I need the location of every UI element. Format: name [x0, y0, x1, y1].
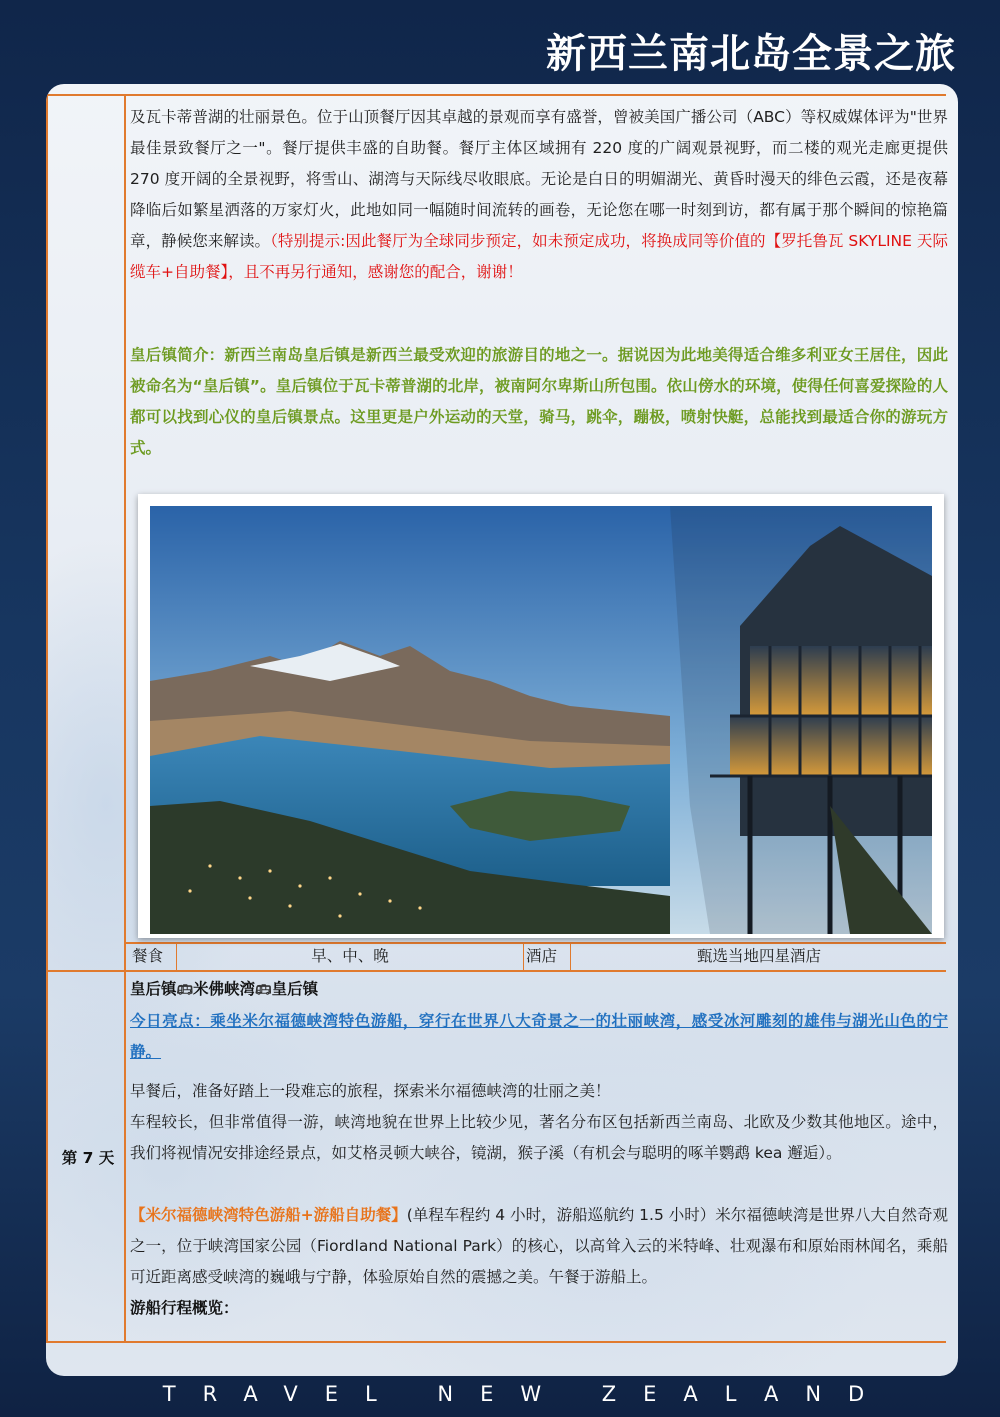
day-number: 第 7 天 — [61, 1149, 115, 1167]
restaurant-description: 及瓦卡蒂普湖的壮丽景色。位于山顶餐厅因其卓越的景观而享有盛誉，曾被美国广播公司（ABC）等权威媒体评为"世界最佳景致餐厅之一"。餐厅提供丰盛的自助餐。餐厅主体区域拥有 220 度的广阔观景视野，而二楼的观光走廊更提供 270 度开阔的全景视野，将雪山、湖湾与天际线尽收眼底。无论是白日的明媚湖光、黄昏时漫天的绯色云霞，还是夜幕降临后如繁星洒落的万家灯火，此地如同一幅随时间流转的画卷，无论您在哪一时刻到访，都有属于那个瞬间的惊艳篇章，静候您来解读。（特别提示:因此餐厅为全球同步预定，如未预定成功，将换成同等价值的【罗托鲁瓦 SKYLINE 天际缆车+自助餐】，且不再另行通知，感谢您的配合，谢谢！ — [130, 108, 948, 281]
day-highlight: 今日亮点：乘坐米尔福德峡湾特色游船，穿行在世界八大奇景之一的壮丽峡湾，感受冰河雕刻的雄伟与湖光山色的宁静。 — [130, 1012, 948, 1061]
bus-icon: 🚌︎ — [176, 983, 194, 998]
route-middle: 米佛峡湾 — [193, 980, 256, 998]
itinerary-card — [46, 84, 958, 1376]
cruise-description: 【米尔福德峡湾特色游船+游船自助餐】(单程车程约 4 小时，游船巡航约 1.5 小时）米尔福德峡湾是世界八大自然奇观之一，位于峡湾国家公园（Fiordland National Park）的核心，以高耸入云的米特峰、壮观瀑布和原始雨林闻名，乘船可近距离感受峡湾的巍峨与宁静，体验原始自然的震撼之美。午餐于游船上。 — [130, 1206, 948, 1286]
meal-label: 餐食 — [132, 947, 164, 965]
hotel-value: 甄选当地四星酒店 — [696, 947, 821, 965]
footer-slogan: TRAVEL NEW ZEALAND — [162, 1382, 892, 1406]
day7-paragraph-1: 早餐后，准备好踏上一段难忘的旅程，探索米尔福德峡湾的壮丽之美！ — [130, 1082, 611, 1100]
skyline-restaurant-photo — [138, 494, 944, 938]
day-row-separator — [48, 970, 946, 972]
route-line — [130, 974, 948, 1006]
cruise-title: 【米尔福德峡湾特色游船+游船自助餐】 — [130, 1206, 407, 1224]
day7-paragraph-2: 车程较长，但非常值得一游，峡湾地貌在世界上比较少见，著名分布区包括新西兰南岛、北欧及少数其他地区。途中，我们将视情况安排途经景点，如艾格灵顿大峡谷，镜湖，猴子溪（有机会与聪明的啄羊鹦鹉 kea 邂逅）。 — [130, 1113, 948, 1162]
cruise-overview-heading: 游船行程概览： — [130, 1299, 239, 1317]
page-title: 新西兰南北岛全景之旅 — [546, 30, 956, 77]
hotel-label: 酒店 — [526, 947, 558, 965]
itinerary-table — [46, 94, 946, 1343]
meal-cell-divider — [176, 942, 177, 970]
meal-value-divider — [523, 942, 524, 970]
booking-notice: （特别提示:因此餐厅为全球同步预定，如未预定成功，将换成同等价值的【罗托鲁瓦 SKYLINE 天际缆车+自助餐】，且不再另行通知，感谢您的配合，谢谢！ — [130, 232, 948, 281]
route-start: 皇后镇 — [130, 980, 177, 998]
queenstown-lake-image — [150, 506, 932, 934]
route-end: 皇后镇 — [271, 980, 319, 998]
queenstown-intro: 皇后镇简介：新西兰南岛皇后镇是新西兰最受欢迎的旅游目的地之一。据说因为此地美得适合维多利亚女王居住，因此被命名为“皇后镇”。皇后镇位于瓦卡蒂普湖的北岸，被南阿尔卑斯山所包围。依山傍水的环境，使得任何喜爱探险的人都可以找到心仪的皇后镇景点。这里更是户外运动的天堂，骑马，跳伞，蹦极，喷射快艇，总能找到最适合你的游玩方式。 — [130, 346, 948, 457]
meal-value: 早、中、晚 — [311, 947, 389, 965]
bus-icon: 🚌︎ — [255, 983, 272, 998]
hotel-cell-divider — [570, 942, 571, 970]
